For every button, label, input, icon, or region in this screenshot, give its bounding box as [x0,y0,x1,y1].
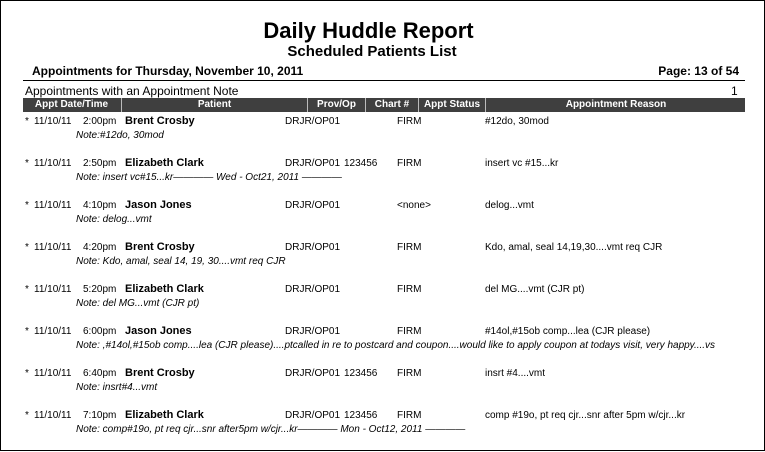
section-label: Appointments with an Appointment Note [25,84,239,98]
page-indicator: Page: 13 of 54 [658,64,739,78]
patient-name: Elizabeth Clark [125,409,204,421]
col-appt-status: Appt Status [418,98,485,112]
appt-time: 2:50pm [83,158,117,169]
patient-name: Brent Crosby [125,115,195,127]
appt-status: FIRM [397,410,422,421]
appt-time: 7:10pm [83,410,117,421]
table-row [1,326,765,368]
chart-number: 123456 [344,410,378,421]
appt-date: 11/10/11 [34,242,72,253]
appt-date: 11/10/11 [34,326,72,337]
prov-op: DRJR/OP01 [285,116,341,127]
col-prov-op: Prov/Op [307,98,365,112]
appt-note: Note: ,#14ol,#15ob comp....lea (CJR please)....ptcalled in re to postcard and coupon....would like to apply coupon at todays visit, very happy....vs [76,340,716,351]
appt-time: 6:40pm [83,368,117,379]
appt-reason: del MG....vmt (CJR pt) [485,284,585,295]
prov-op: DRJR/OP01 [285,158,341,169]
appt-status: FIRM [397,116,422,127]
prov-op: DRJR/OP01 [285,242,341,253]
appt-date: 11/10/11 [34,284,72,295]
row-marker: * [25,368,29,379]
chart-number: 123456 [344,158,378,169]
appt-reason: #12do, 30mod [485,116,549,127]
patient-name: Elizabeth Clark [125,283,204,295]
appt-note: Note: del MG...vmt (CJR pt) [76,298,200,309]
appt-reason: delog...vmt [485,200,534,211]
patient-name: Brent Crosby [125,367,195,379]
header-divider [23,80,745,81]
prov-op: DRJR/OP01 [285,200,341,211]
appt-date: 11/10/11 [34,158,72,169]
appt-time: 2:00pm [83,116,117,127]
table-row [1,368,765,410]
appointments-date-heading: Appointments for Thursday, November 10, 2011 [32,64,304,78]
appt-reason: #14ol,#15ob comp...lea (CJR please) [485,326,651,337]
row-marker: * [25,158,29,169]
table-header [23,98,745,112]
row-marker: * [25,116,29,127]
appt-time: 4:20pm [83,242,117,253]
appt-time: 6:00pm [83,326,117,337]
prov-op: DRJR/OP01 [285,326,341,337]
table-row [1,200,765,242]
row-marker: * [25,242,29,253]
report-title: Daily Huddle Report [263,18,474,43]
appt-status: FIRM [397,368,422,379]
appt-status: FIRM [397,242,422,253]
appt-reason: comp #19o, pt req cjr...snr after 5pm w/cjr...kr [485,410,686,421]
col-appt-reason: Appointment Reason [485,98,746,112]
appt-reason: Kdo, amal, seal 14,19,30....vmt req CJR [485,242,663,253]
appt-note: Note: Kdo, amal, seal 14, 19, 30....vmt req CJR [76,256,286,267]
appt-date: 11/10/11 [34,368,72,379]
appt-status: FIRM [397,284,422,295]
appt-note: Note: delog...vmt [76,214,152,225]
prov-op: DRJR/OP01 [285,368,341,379]
section-count: 1 [731,84,738,98]
patient-name: Brent Crosby [125,241,195,253]
appt-date: 11/10/11 [34,116,72,127]
prov-op: DRJR/OP01 [285,410,341,421]
appt-time: 5:20pm [83,284,117,295]
report-subtitle: Scheduled Patients List [287,43,457,60]
table-row [1,116,765,158]
appt-note: Note: comp#19o, pt req cjr...snr after5pm w/cjr...kr———— Mon - Oct12, 2011 ———— [76,424,466,435]
appt-reason: insrt #4....vmt [485,368,546,379]
table-row [1,242,765,284]
appt-status: <none> [397,200,431,211]
row-marker: * [25,326,29,337]
row-marker: * [25,284,29,295]
patient-name: Elizabeth Clark [125,157,204,169]
patient-name: Jason Jones [125,325,192,337]
chart-number: 123456 [344,368,378,379]
appt-date: 11/10/11 [34,410,72,421]
row-marker: * [25,200,29,211]
col-appt-datetime: Appt Date/Time [34,99,109,110]
appt-note: Note: insert vc#15...kr———— Wed - Oct21, 2011 ———— [76,172,342,183]
table-row [1,158,765,200]
table-row [1,410,765,452]
appt-status: FIRM [397,326,422,337]
appt-time: 4:10pm [83,200,117,211]
appt-note: Note:#12do, 30mod [76,130,164,141]
table-row [1,284,765,326]
appt-date: 11/10/11 [34,200,72,211]
col-chart: Chart # [365,98,418,112]
col-patient: Patient [121,98,307,112]
appt-status: FIRM [397,158,422,169]
patient-name: Jason Jones [125,199,192,211]
prov-op: DRJR/OP01 [285,284,341,295]
appt-reason: insert vc #15...kr [485,158,559,169]
appt-note: Note: insrt#4...vmt [76,382,158,393]
row-marker: * [25,410,29,421]
